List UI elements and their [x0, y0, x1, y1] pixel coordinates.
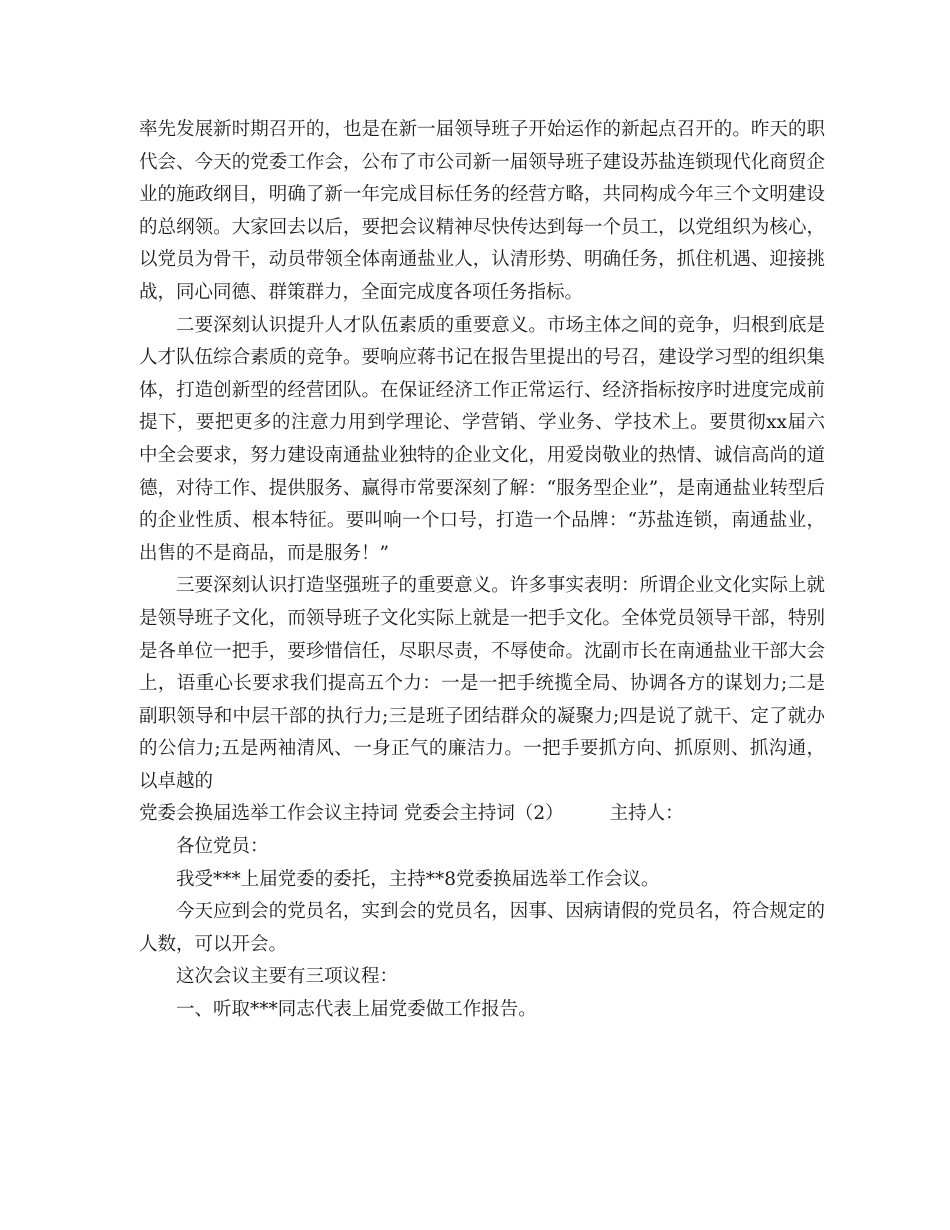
speech-line: 一、听取***同志代表上届党委做工作报告。 [176, 999, 537, 1021]
speech-line: 这次会议主要有三项议程： [176, 966, 399, 988]
speech-line: 今天应到会的党员名，实到会的党员名，因事、因病请假的党员名，符合规定的人数，可以开会。 [139, 901, 825, 955]
paragraph-strong-leadership: 三要深刻认识打造坚强班子的重要意义。许多事实表明：所谓企业文化实际上就是领导班子文化，而领导班子文化实际上就是一把手文化。全体党员领导干部，特别是各单位一把手，要珍惜信任，尽职尽责，不辱使命。沈副市长在南通盐业干部大会上，语重心长要求我们提高五个力：一是一把手统揽全局、协调各方的谋划力;二是副职领导和中层干部的执行力;三是班子团结群众的凝聚力;四是说了就干、定了就办的公信力;五是两袖清风、一身正气的廉洁力。一把手要抓方向、抓原则、抓沟通，以卓越的 [139, 575, 825, 792]
speech-line: 我受***上届党委的委托，主持**8党委换届选举工作会议。 [176, 868, 660, 890]
paragraph-continuation: 率先发展新时期召开的，也是在新一届领导班子开始运作的新起点召开的。昨天的职代会、今天的党委工作会，公布了市公司新一届领导班子建设苏盐连锁现代化商贸企业的施政纲目，明确了新一年完成目标任务的经营方略，共同构成今年三个文明建设的总纲领。大家回去以后，要把会议精神尽快传达到每一个员工，以党组织为核心，以党员为骨干，动员带领全体南通盐业人，认清形势、明确任务，抓住机遇、迎接挑战，同心同德、群策群力，全面完成度各项任务指标。 [139, 119, 825, 303]
host-label: 主持人： [609, 803, 684, 825]
greeting: 各位党员： [176, 836, 269, 858]
section-heading-line [139, 798, 825, 831]
article-body [139, 114, 825, 1027]
paragraph-talent-quality: 二要深刻认识提升人才队伍素质的重要意义。市场主体之间的竞争，归根到底是人才队伍综合素质的竞争。要响应蒋书记在报告里提出的号召，建设学习型的组织集体，打造创新型的经营团队。在保证经济工作正常运行、经济指标按序时进度完成前提下，要把更多的注意力用到学理论、学营销、学业务、学技术上。要贯彻xx届六中全会要求，努力建设南通盐业独特的企业文化，用爱岗敬业的热情、诚信高尚的道德，对待工作、提供服务、赢得市常要深刻了解：“服务型企业”，是南通盐业转型后的企业性质、根本特征。要叫响一个口号，打造一个品牌：“苏盐连锁，南通盐业，出售的不是商品，而是服务！” [139, 314, 825, 564]
section-heading: 党委会换届选举工作会议主持词 党委会主持词（2） [139, 803, 564, 825]
